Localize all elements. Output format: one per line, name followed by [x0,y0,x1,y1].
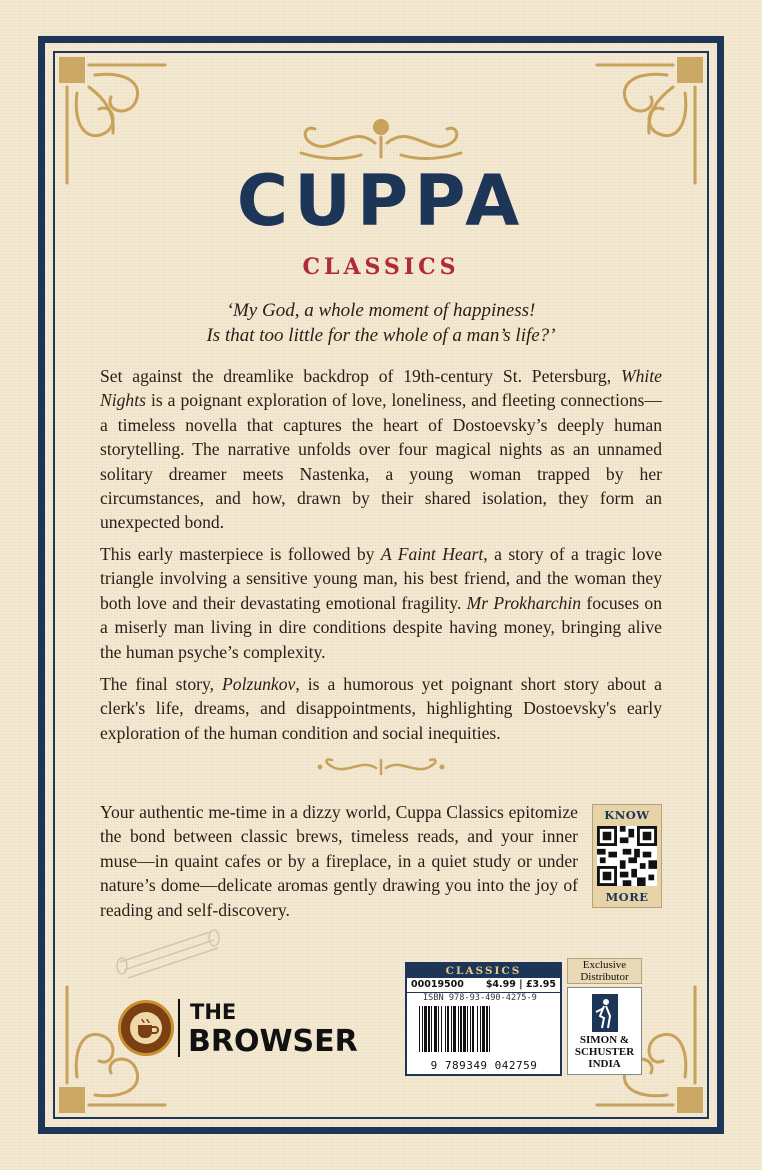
epigraph-quote [100,298,662,348]
blurb-text: Set against the dreamlike backdrop of 19th-century St. Petersburg, [100,366,621,386]
book-title-italic: A Faint Heart [380,544,484,564]
blurb-paragraph-2 [100,542,662,664]
series-brand-title: CUPPA [236,160,526,242]
blurb-paragraph-3 [100,672,662,745]
quote-line-2: Is that too little for the whole of a man’s life?’ [206,325,556,346]
distributor-name-line-1: SIMON & [579,1034,630,1046]
book-title-italic: Polzunkov [222,674,296,694]
blurb-paragraph-1 [100,364,662,535]
distributor-label-line-2: Distributor [580,971,629,983]
distributor-label [567,958,642,984]
book-title-italic: Mr Prokharchin [466,592,582,613]
divider-ornament [316,756,446,778]
blurb-text: This early masterpiece is followed by [100,544,381,564]
price-row [407,978,560,993]
series-blurb: Your authentic me-time in a dizzy world, Cuppa Classics epitomize the bond between classic brews, timeless reads, and your inner muse—in quaint cafes or by a fireplace, in a quiet study or under nature’s dome—delicate aromas gently drawing you into the joy of reading and self-discovery. [100,802,578,920]
coffee-cup-icon [129,1011,163,1045]
barcode-number: 9 789349 042759 [430,1059,538,1072]
crest-ornament [291,113,471,163]
blurb-text: The final story, [100,674,223,694]
simon-schuster-logo [567,987,642,1075]
barcode-bars-icon [419,1006,548,1052]
product-code: 00019500 [411,979,464,990]
distributor-name-line-3: INDIA [588,1058,621,1070]
distributor-label-line-1: Exclusive [582,959,627,971]
book-title-italic: White Nights [100,366,662,411]
blurb-text: focuses on a miserly man living in dire conditions despite having money, bringing alive the human psyche’s complexity. [100,592,662,662]
blurb-text: , a story of a tragic love triangle involving a sensitive young man, his best friend, and the woman they both love and their devastating emotional fragility. [100,544,662,613]
qr-code-icon[interactable] [597,826,657,886]
isbn-label: ISBN 978-93-490-4275-9 [423,993,537,1003]
know-more-qr[interactable] [592,804,662,908]
barcode-header: CLASSICS [407,964,560,978]
blurb-text: is a poignant exploration of love, loneliness, and fleeting connections—a timeless novella that captures the heart of Dostoevsky’s deeply human storytelling. The narrative unfolds over four magical nights as an unnamed solitary dreamer meets Nastenka, a young woman trapped by her circumstances, and how, drawn by their shared isolation, they form an unexpected bond. [100,390,662,533]
scroll-sketch-icon [110,922,230,982]
publisher-the: THE [190,1000,237,1024]
qr-top-label: KNOW [604,808,650,822]
cuppa-classics-badge-icon [118,1000,174,1056]
price-barcode-box [405,962,562,1076]
logo-divider [178,999,180,1057]
publisher-name: BROWSER [188,1024,358,1059]
price-label: $4.99 | £3.95 [485,979,556,990]
distributor-name-line-2: SCHUSTER [574,1046,635,1058]
quote-line-1: ‘My God, a whole moment of happiness! [226,300,536,321]
series-subtitle: CLASSICS [302,254,460,280]
distributor-name [568,1034,641,1070]
blurb-text: , is a humorous yet poignant short story about a clerk's life, dreams, and disappointments, highlighting Dostoevsky's early exploration of the human condition and social inequities. [100,674,662,743]
sower-icon [592,994,618,1032]
qr-bottom-label: MORE [605,890,649,904]
